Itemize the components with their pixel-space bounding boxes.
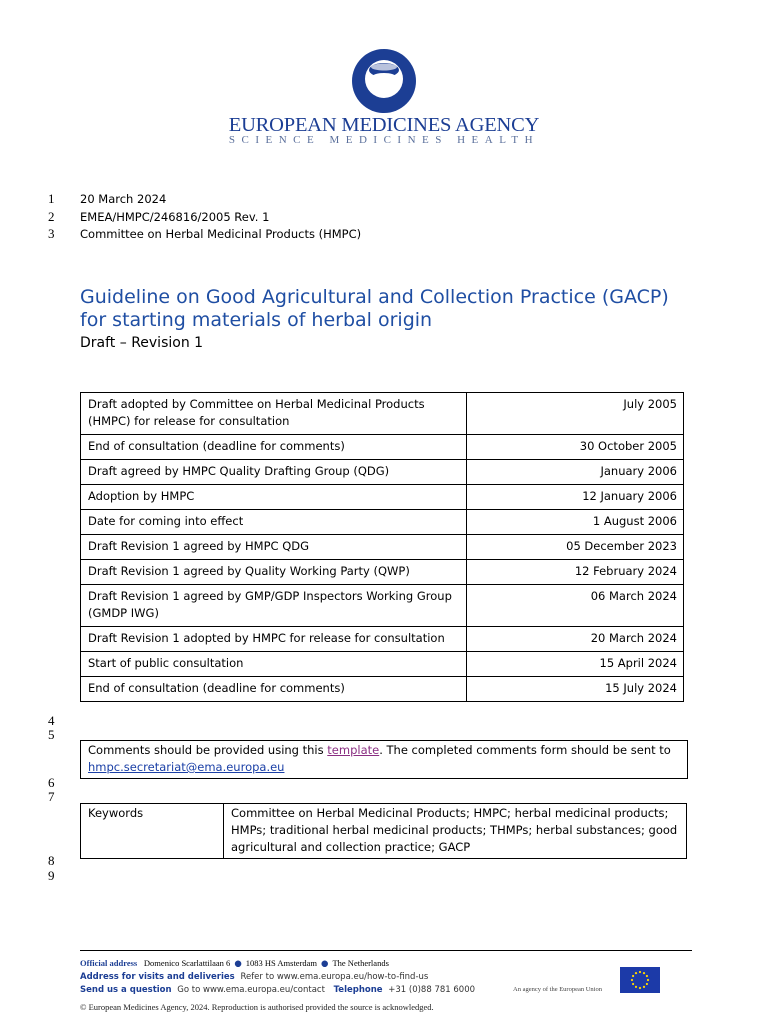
official-address-label: Official address — [80, 958, 138, 968]
event-cell: Start of public consultation — [81, 652, 467, 677]
comments-box — [80, 740, 688, 779]
document-reference: EMEA/HMPC/246816/2005 Rev. 1 — [80, 210, 270, 224]
table-row — [81, 435, 684, 460]
event-cell: Draft Revision 1 adopted by HMPC for release for consultation — [81, 627, 467, 652]
address-country: The Netherlands — [332, 958, 389, 968]
line-number: 7 — [48, 789, 55, 804]
date-cell: 12 January 2006 — [467, 485, 684, 510]
date-cell: January 2006 — [467, 460, 684, 485]
line-number: 2 — [48, 209, 55, 224]
question-text[interactable]: Go to www.ema.europa.eu/contact — [177, 985, 325, 995]
table-row — [81, 677, 684, 702]
template-link[interactable]: template — [327, 743, 380, 757]
table-row — [81, 804, 687, 859]
line-number: 9 — [48, 868, 55, 883]
table-row — [81, 460, 684, 485]
date-cell: 12 February 2024 — [467, 560, 684, 585]
phone-number: +31 (0)88 781 6000 — [388, 985, 476, 995]
bullet-icon: ● — [321, 959, 329, 969]
table-row — [81, 652, 684, 677]
agency-note: An agency of the European Union — [513, 986, 602, 993]
document-subtitle: Draft – Revision 1 — [80, 335, 204, 351]
question-label: Send us a question — [80, 985, 172, 995]
date-cell: 30 October 2005 — [467, 435, 684, 460]
table-row — [81, 485, 684, 510]
phone-label: Telephone — [333, 985, 383, 995]
event-cell: Draft agreed by HMPC Quality Drafting Group (QDG) — [81, 460, 467, 485]
timeline-table — [80, 392, 684, 702]
date-cell: 05 December 2023 — [467, 535, 684, 560]
event-cell: Adoption by HMPC — [81, 485, 467, 510]
date-cell: July 2005 — [467, 393, 684, 435]
table-row — [81, 560, 684, 585]
comments-text: Comments should be provided using this — [88, 743, 328, 757]
email-link[interactable]: hmpc.secretariat@ema.europa.eu — [88, 760, 285, 774]
address-postcode: 1083 HS Amsterdam — [245, 958, 318, 968]
event-cell: End of consultation (deadline for comments) — [81, 435, 467, 460]
event-cell: Draft adopted by Committee on Herbal Medicinal Products (HMPC) for release for consultation — [81, 393, 467, 435]
logo-subtitle: SCIENCE MEDICINES HEALTH — [228, 134, 540, 146]
date-cell: 15 July 2024 — [467, 677, 684, 702]
ema-logo-icon — [351, 48, 417, 114]
comments-text: . The completed comments form should be sent to — [379, 743, 671, 757]
event-cell: Draft Revision 1 agreed by HMPC QDG — [81, 535, 467, 560]
keywords-value: Committee on Herbal Medicinal Products; HMPC; herbal medicinal products; HMPs; traditional herbal medicinal products; THMPs; herbal substances; good agricultural and collection practice; GACP — [224, 804, 687, 859]
event-cell: End of consultation (deadline for comments) — [81, 677, 467, 702]
event-cell: Draft Revision 1 agreed by Quality Working Party (QWP) — [81, 560, 467, 585]
date-cell: 15 April 2024 — [467, 652, 684, 677]
line-number: 4 — [48, 713, 55, 728]
table-row — [81, 535, 684, 560]
visits-text[interactable]: Refer to www.ema.europa.eu/how-to-find-us — [240, 972, 429, 982]
address-street: Domenico Scarlattilaan 6 — [143, 958, 231, 968]
logo-title: EUROPEAN MEDICINES AGENCY — [228, 114, 540, 136]
table-row — [81, 393, 684, 435]
date-cell: 1 August 2006 — [467, 510, 684, 535]
committee-name: Committee on Herbal Medicinal Products (HMPC) — [80, 227, 362, 241]
document-title: Guideline on Good Agricultural and Collection Practice (GACP) for starting materials of herbal origin — [80, 286, 669, 331]
copyright-notice: © European Medicines Agency, 2024. Reproduction is authorised provided the source is acknowledged. — [80, 1002, 434, 1012]
keywords-label: Keywords — [81, 804, 224, 859]
event-cell: Date for coming into effect — [81, 510, 467, 535]
table-row — [81, 510, 684, 535]
eu-flag-icon — [620, 967, 660, 993]
date-cell: 06 March 2024 — [467, 585, 684, 627]
footer-contact — [80, 985, 475, 995]
line-number: 5 — [48, 727, 55, 742]
bullet-icon: ● — [234, 959, 242, 969]
event-cell: Draft Revision 1 agreed by GMP/GDP Inspectors Working Group (GMDP IWG) — [81, 585, 467, 627]
keywords-table — [80, 803, 687, 859]
footer-divider — [80, 950, 692, 951]
footer-official-address — [80, 958, 389, 969]
table-row — [81, 627, 684, 652]
table-row — [81, 585, 684, 627]
line-number: 1 — [48, 191, 55, 206]
footer-visits — [80, 972, 428, 982]
ema-logo — [0, 48, 768, 114]
document-date: 20 March 2024 — [80, 192, 167, 206]
visits-label: Address for visits and deliveries — [80, 972, 235, 982]
date-cell: 20 March 2024 — [467, 627, 684, 652]
line-number: 6 — [48, 775, 55, 790]
line-number: 3 — [48, 226, 55, 241]
line-number: 8 — [48, 853, 55, 868]
